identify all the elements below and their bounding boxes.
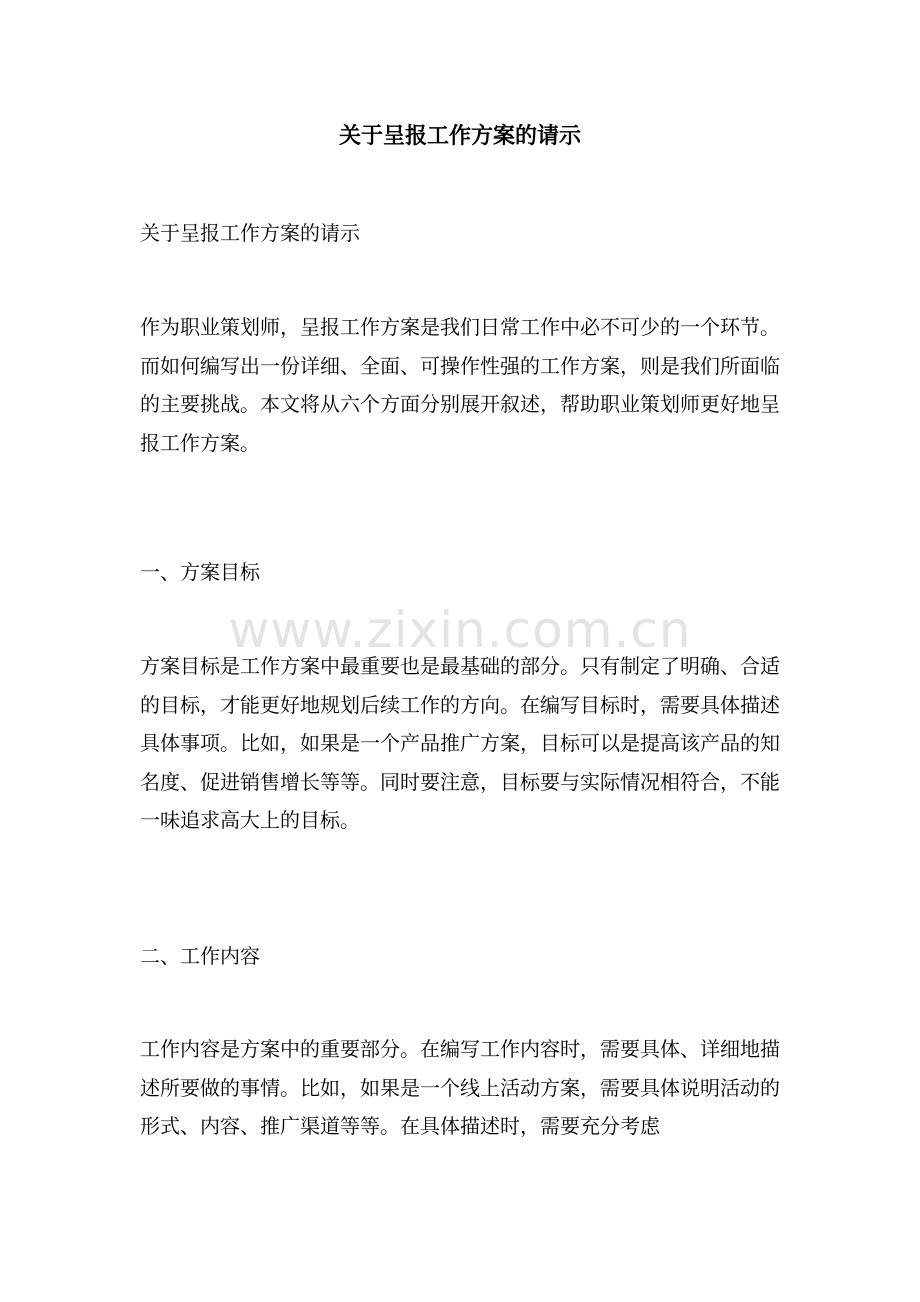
intro-paragraph: 作为职业策划师，呈报工作方案是我们日常工作中必不可少的一个环节。而如何编写出一份详细、全面、可操作性强的工作方案，则是我们所面临的主要挑战。本文将从六个方面分别展开叙述，帮助职业策划师更好地呈报工作方案。 — [140, 315, 780, 455]
section-body-work-content: 工作内容是方案中的重要部分。在编写工作内容时，需要具体、详细地描述所要做的事情。比如，如果是一个线上活动方案，需要具体说明活动的形式、内容、推广渠道等等。在具体描述时，需要充分考虑 — [140, 1037, 780, 1139]
watermark: www.zixin.com.cn — [228, 601, 692, 659]
section-heading-goals: 一、方案目标 — [140, 560, 260, 584]
section-body-goals: 方案目标是工作方案中最重要也是最基础的部分。只有制定了明确、合适的目标，才能更好地规划后续工作的方向。在编写目标时，需要具体描述具体事项。比如，如果是一个产品推广方案，目标可以是提高该产品的知名度、促进销售增长等等。同时要注意，目标要与实际情况相符合，不能一味追求高大上的目标。 — [140, 654, 780, 833]
section-heading-work-content: 二、工作内容 — [140, 944, 260, 968]
page-title: 关于呈报工作方案的请示 — [338, 123, 581, 149]
document-subtitle: 关于呈报工作方案的请示 — [140, 221, 360, 245]
